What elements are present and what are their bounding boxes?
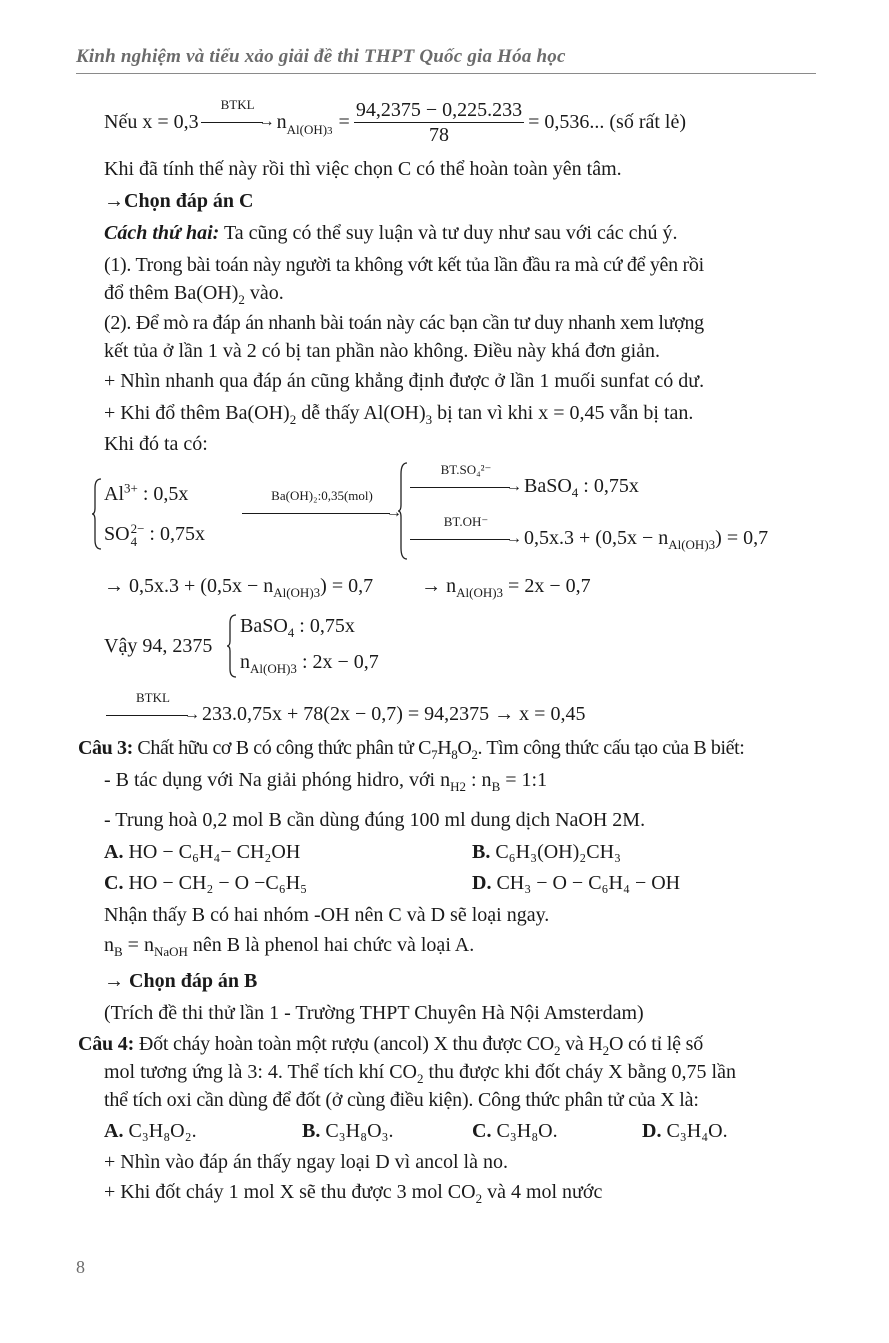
n-subscript-3: 3 [327,124,333,137]
text: + Khi đổ thêm Ba(OH) [104,402,290,424]
option-letter: C. [472,1120,492,1142]
paragraph [104,401,693,425]
option-c [472,1119,558,1143]
equals-sign: = [338,111,350,133]
arrow-label: BTKL [220,97,255,112]
equation-neu [104,92,686,152]
result-line [104,574,591,598]
subscript: 2 [471,747,478,762]
subscript: 3 [425,412,433,427]
subscript: 8 [451,747,458,762]
text: = 2x − 0,7 [503,575,591,597]
subscript: 2 [289,412,297,427]
vay-prefix: Vậy 94, 2375 [104,635,213,657]
option-formula: HO − C₆H₄− CH₂OH [128,841,301,863]
text: SO [104,523,130,545]
bt-so4-branch: BT.SO₄²⁻ → BaSO$_4$ : 0,75x [408,462,639,497]
vay-row2 [240,650,379,674]
option-letter: A. [104,1120,124,1142]
option-formula: C₃H₈O₃. [325,1120,394,1142]
text: ) = 0,7 [715,527,769,549]
text: 0,5x.3 + (0,5x − n [524,527,669,549]
text: n [240,651,250,673]
superscript: 2− [130,521,145,537]
option-a [104,1119,197,1143]
paragraph [104,281,284,305]
subscript: 4 [130,534,138,550]
subscript: Al(OH)3 [456,585,504,600]
choose-answer-c: →Chọn đáp án C [104,190,254,212]
fraction-denominator: 78 [428,123,449,146]
subscript: NaOH [153,944,188,959]
option-b [302,1119,394,1143]
text: . Tìm công thức cấu tạo của B biết: [477,737,745,759]
text: dễ thấy Al(OH) [296,402,426,424]
text: : 0,75x [144,523,205,545]
question-4 [78,1032,703,1056]
option-a [104,840,300,864]
question-label: Câu 3: [78,737,133,759]
text: H [437,737,452,759]
subscript: 2 [238,292,245,307]
text: = 1:1 [500,769,548,791]
question-label: Câu 4: [78,1033,135,1055]
arrow-label: BT.OH⁻ [443,514,489,529]
text: 233.0,75x + 78(2x − 0,7) = 94,2375 → x = 0,45 [202,703,586,725]
text: : 0,5x [137,483,189,505]
question-4-line-2 [104,1060,736,1084]
option-letter: B. [302,1120,321,1142]
option-c [104,871,307,895]
subscript: B [491,779,501,794]
option-d [472,871,680,895]
option-formula: C₆H₃(OH)₂CH₃ [495,841,622,863]
n-subscript: Al(OH) [286,121,328,137]
running-header: Kinh nghiệm và tiểu xảo giải đề thi THPT Quốc gia Hóa học [76,46,566,67]
arrow-label: BTKL [136,690,170,705]
text: mol tương ứng là 3: 4. Thể tích khí CO [104,1061,417,1083]
subscript: 4 [287,625,295,640]
neu-result: = 0,536... (số rất lẻ) [528,111,687,133]
vay-row1 [240,614,355,638]
subscript: 2 [554,1043,561,1058]
text: : 2x − 0,7 [296,651,379,673]
method-two-text: Ta cũng có thể suy luận và tư duy như sau với các chú ý. [219,222,678,244]
header-divider [76,73,816,74]
text: n [104,934,114,956]
subscript: H2 [450,779,466,794]
main-arrow: Ba(OH)₂:0,35(mol) → [240,488,404,523]
text: đổ thêm Ba(OH) [104,282,239,304]
subscript: 2 [475,1191,483,1206]
paragraph: + Nhìn nhanh qua đáp án cũng khẳng định được ở lần 1 muối sunfat có dư. [104,370,705,392]
text: → 0,5x.3 + (0,5x − n [104,575,274,597]
condition-2: - Trung hoà 0,2 mol B cần dùng đúng 100 ml dung dịch NaOH 2M. [104,809,646,831]
text: bị tan vì khi x = 0,45 vẫn bị tan. [432,402,694,424]
text: thu được khi đốt cháy X bằng 0,75 lần [423,1061,736,1083]
n-symbol: n [276,111,287,133]
method-two-label: Cách thứ hai: [104,222,220,244]
scheme-al [104,482,188,506]
so4-charges [131,522,145,548]
paragraph: kết tủa ở lần 1 và 2 có bị tan phần nào không. Điều này khá đơn giản. [104,340,661,362]
btkl-final: BTKL → 233.0,75x + 78(2x − 0,7) = 94,2375 → x = 0,45 [104,690,585,725]
text: và H [560,1033,603,1055]
option-b [472,840,621,864]
paragraph: Khi đã tính thế này rồi thì việc chọn C có thể hoàn toàn yên tâm. [104,158,622,180]
option-letter: B. [472,841,491,863]
vay-brace [227,614,237,678]
page-number: 8 [76,1257,85,1277]
subscript: 2 [416,1071,424,1086]
method-two [104,221,678,245]
paragraph: (2). Để mò ra đáp án nhanh bài toán này các bạn cần tư duy nhanh xem lượng [104,312,704,334]
subscript: 4 [571,485,579,500]
note: + Nhìn vào đáp án thấy ngay loại D vì ancol là no. [104,1151,508,1173]
text: - B tác dụng với Na giải phóng hidro, với n [104,769,451,791]
text: nên B là phenol hai chức và loại A. [187,934,475,956]
fraction-numerator: 94,2375 − 0,225.233 [355,98,523,121]
text: : 0,75x [578,475,639,497]
option-letter: D. [472,872,492,894]
text: : 0,75x [294,615,355,637]
fraction [354,98,524,147]
text: vào. [244,282,284,304]
superscript: 3+ [124,480,138,496]
bt-oh-branch: BT.OH⁻ → $0,5x.3 + (0,5x - n_{Al(OH)3}) = 0,7$ [408,514,768,549]
note [104,933,474,957]
option-letter: C. [104,872,124,894]
question-3 [78,736,744,760]
option-d [642,1119,728,1143]
option-formula: C₃H₈O₂. [128,1120,197,1142]
text: + Khi đốt cháy 1 mol X sẽ thu được 3 mol CO [104,1181,476,1203]
option-letter: A. [104,841,124,863]
condition-1 [104,768,547,792]
arrow-label: BT.SO₄²⁻ [440,462,492,477]
text: BaSO [524,475,572,497]
subscript: B [114,944,123,959]
option-formula: C₃H₄O. [666,1120,728,1142]
option-letter: D. [642,1120,662,1142]
text: = n [122,934,154,956]
text: O có tỉ lệ số [608,1033,704,1055]
option-formula: CH₃ − O − C₆H₄ − OH [496,872,681,894]
option-formula: C₃H₈O. [496,1120,558,1142]
text: và 4 mol nước [482,1181,603,1203]
option-formula: HO − CH₂ − O −C₆H₅ [128,872,308,894]
note: Nhận thấy B có hai nhóm -OH nên C và D sẽ loại ngay. [104,904,550,926]
text: : n [466,769,492,791]
arrow-label: Ba(OH)₂:0,35(mol) [271,488,373,503]
subscript: 7 [431,747,438,762]
paragraph: Khi đó ta có: [104,433,208,455]
paragraph: (1). Trong bài toán này người ta không vớt kết tủa lần đầu ra mà cứ để yên rồi [104,254,704,276]
left-brace [92,478,102,550]
subscript: Al(OH)3 [250,661,297,676]
subscript: Al(OH)3 [668,537,716,552]
subscript: Al(OH)3 [273,585,321,600]
text: Đốt cháy hoàn toàn một rượu (ancol) X thu được CO [134,1033,554,1055]
text: O [457,737,472,759]
neu-prefix: Nếu x = 0,3 [104,111,199,133]
right-brace [398,462,408,560]
question-4-line-3: thể tích oxi cần dùng để đốt (ở cùng điều kiện). Công thức phân tử của X là: [104,1089,699,1111]
text: Al [104,483,124,505]
text: BaSO [240,615,288,637]
subscript: 2 [602,1043,609,1058]
text: Chất hữu cơ B có công thức phân tử C [132,737,432,759]
btkl-arrow: BTKL → [201,97,275,147]
text: → n [421,575,457,597]
text: ) = 0,7 [320,575,374,597]
scheme-so4 [104,520,205,548]
source-citation: (Trích đề thi thử lần 1 - Trường THPT Chuyên Hà Nội Amsterdam) [104,1002,644,1024]
choose-answer-b: → Chọn đáp án B [104,970,258,992]
note [104,1180,602,1204]
